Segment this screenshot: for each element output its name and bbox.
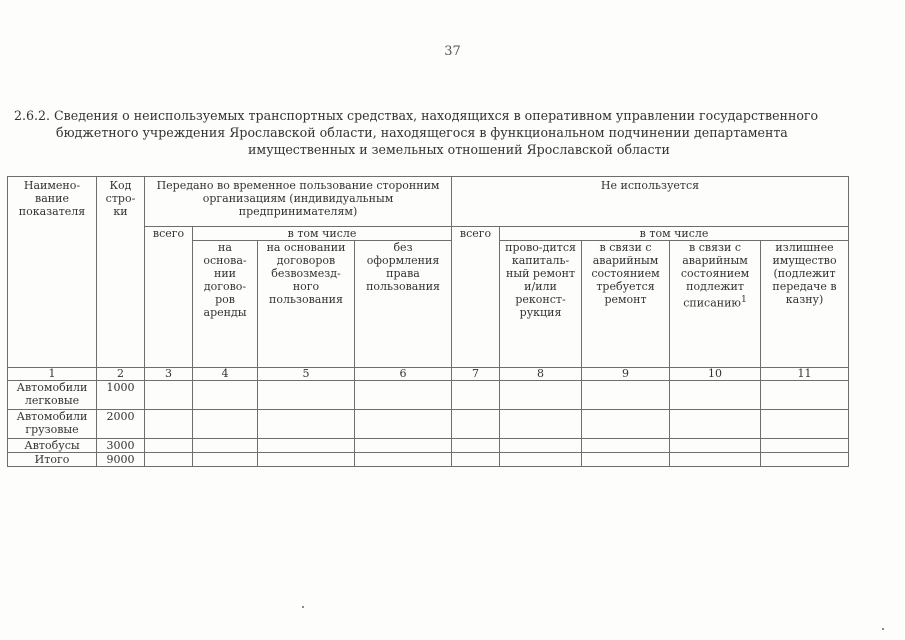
empty-cell xyxy=(145,381,193,410)
empty-cell xyxy=(452,381,500,410)
row-code: 3000 xyxy=(97,439,145,453)
empty-cell xyxy=(761,453,849,467)
column-number: 9 xyxy=(582,368,670,381)
column-numbers-row xyxy=(8,368,849,381)
header-transferred-total: всего xyxy=(145,227,193,368)
header-unused-including: в том числе xyxy=(500,227,849,241)
column-number: 6 xyxy=(355,368,452,381)
heading-line-1: 2.6.2. Сведения о неиспользуемых транспортных средствах, находящихся в оперативном управлении государственного xyxy=(14,108,819,123)
column-number: 7 xyxy=(452,368,500,381)
footnote-marker: 1 xyxy=(741,294,747,305)
empty-cell xyxy=(258,381,355,410)
empty-cell xyxy=(500,381,582,410)
row-code: 1000 xyxy=(97,381,145,410)
empty-cell xyxy=(355,410,452,439)
empty-cell xyxy=(145,453,193,467)
header-transferred-including: в том числе xyxy=(193,227,452,241)
empty-cell xyxy=(193,439,258,453)
empty-cell xyxy=(670,453,761,467)
row-code: 2000 xyxy=(97,410,145,439)
table-row xyxy=(8,439,849,453)
empty-cell xyxy=(582,381,670,410)
header-write-off-text: в связи с аварийным состоянием подлежит списанию xyxy=(680,241,750,310)
page-number: 37 xyxy=(444,44,461,59)
header-unused-total: всего xyxy=(452,227,500,368)
empty-cell xyxy=(355,439,452,453)
column-number: 8 xyxy=(500,368,582,381)
row-name: Автобусы xyxy=(8,439,97,453)
row-name: Автомобили легковые xyxy=(8,381,97,410)
empty-cell xyxy=(355,453,452,467)
row-code: 9000 xyxy=(97,453,145,467)
empty-cell xyxy=(500,453,582,467)
header-indicator-name: Наимено-вание показателя xyxy=(8,177,97,368)
vehicles-table xyxy=(7,176,849,467)
column-number: 4 xyxy=(193,368,258,381)
column-number: 2 xyxy=(97,368,145,381)
header-capital-repair: прово-дится капиталь-ный ремонт и/или реконст-рукция xyxy=(500,241,582,368)
empty-cell xyxy=(582,453,670,467)
column-number: 3 xyxy=(145,368,193,381)
row-name: Автомобили грузовые xyxy=(8,410,97,439)
empty-cell xyxy=(452,410,500,439)
column-number: 10 xyxy=(670,368,761,381)
header-lease: на основа-нии догово-ров аренды xyxy=(193,241,258,368)
empty-cell xyxy=(761,439,849,453)
empty-cell xyxy=(582,439,670,453)
empty-cell xyxy=(582,410,670,439)
header-transferred: Передано во временное пользование сторонним организациям (индивидуальным предпринимателям) xyxy=(145,177,452,227)
scan-speck xyxy=(882,628,884,630)
empty-cell xyxy=(452,453,500,467)
empty-cell xyxy=(258,410,355,439)
empty-cell xyxy=(670,410,761,439)
empty-cell xyxy=(670,439,761,453)
empty-cell xyxy=(258,439,355,453)
empty-cell xyxy=(452,439,500,453)
empty-cell xyxy=(355,381,452,410)
section-heading xyxy=(14,107,874,158)
column-number: 1 xyxy=(8,368,97,381)
header-row-code: Код стро-ки xyxy=(97,177,145,368)
empty-cell xyxy=(145,439,193,453)
header-repair-required: в связи с аварийным состоянием требуется ремонт xyxy=(582,241,670,368)
header-row-1 xyxy=(8,177,849,227)
scan-speck xyxy=(302,606,304,608)
empty-cell xyxy=(145,410,193,439)
empty-cell xyxy=(500,410,582,439)
table-row xyxy=(8,410,849,439)
empty-cell xyxy=(761,381,849,410)
empty-cell xyxy=(193,453,258,467)
empty-cell xyxy=(258,453,355,467)
header-surplus: излишнее имущество (подлежит передаче в казну) xyxy=(761,241,849,368)
header-write-off xyxy=(670,241,761,368)
header-free-use: на основании договоров безвозмезд-ного пользования xyxy=(258,241,355,368)
empty-cell xyxy=(670,381,761,410)
column-number: 5 xyxy=(258,368,355,381)
empty-cell xyxy=(761,410,849,439)
header-unused: Не используется xyxy=(452,177,849,227)
heading-line-2: бюджетного учреждения Ярославской области, находящегося в функциональном подчинении департамента xyxy=(56,125,788,140)
empty-cell xyxy=(500,439,582,453)
empty-cell xyxy=(193,381,258,410)
table-row xyxy=(8,381,849,410)
heading-line-3: имущественных и земельных отношений Ярославской области xyxy=(248,142,670,157)
column-number: 11 xyxy=(761,368,849,381)
header-no-registration: без оформления права пользования xyxy=(355,241,452,368)
row-name: Итого xyxy=(8,453,97,467)
empty-cell xyxy=(193,410,258,439)
table-row xyxy=(8,453,849,467)
